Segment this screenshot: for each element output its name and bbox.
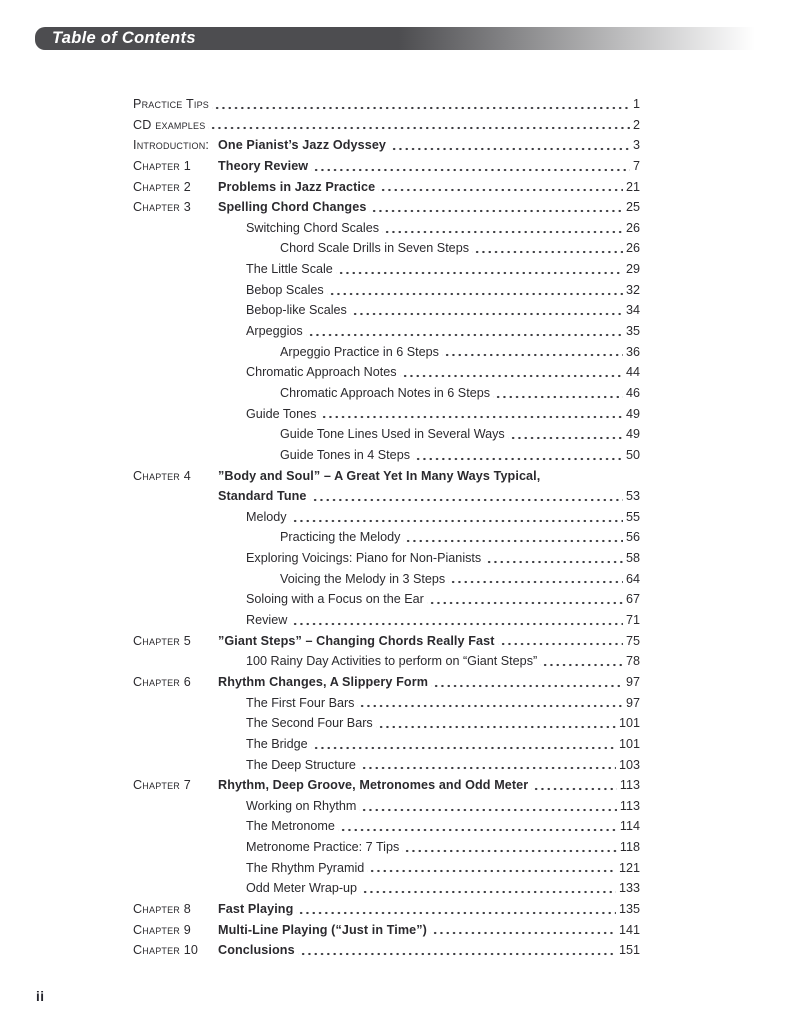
dot-leader	[327, 280, 623, 301]
toc-entry-title: Guide Tones	[246, 406, 317, 421]
toc-entry-page: 7	[632, 158, 640, 173]
toc-entry-page: 121	[618, 860, 640, 875]
toc-entry	[133, 589, 640, 610]
dot-leader	[484, 548, 623, 569]
toc-entry-label: Chapter 4	[133, 468, 191, 483]
toc-entry-label: Chapter 10	[133, 943, 199, 958]
toc-entry-title: Chord Scale Drills in Seven Steps	[280, 241, 469, 256]
toc-entry-label: Chapter 5	[133, 633, 191, 648]
toc-entry	[133, 280, 640, 301]
dot-leader	[359, 796, 617, 817]
dot-leader	[357, 693, 623, 714]
dot-leader	[493, 383, 623, 404]
toc-entry-title: ”Body and Soul” – A Great Yet In Many Ways Typical,	[218, 468, 541, 483]
toc-entry	[133, 362, 640, 383]
dot-leader	[430, 920, 616, 941]
dot-leader	[319, 404, 623, 425]
toc-entry	[133, 466, 640, 487]
dot-leader	[290, 610, 623, 631]
toc-entry	[133, 321, 640, 342]
toc-entry	[133, 693, 640, 714]
toc-entry	[133, 569, 640, 590]
table-of-contents	[133, 94, 640, 961]
toc-entry-page: 71	[625, 613, 640, 628]
dot-leader	[369, 197, 623, 218]
toc-entry-title: Voicing the Melody in 3 Steps	[280, 571, 446, 586]
toc-entry	[133, 837, 640, 858]
toc-entry-title: 100 Rainy Day Activities to perform on “Giant Steps”	[246, 654, 538, 669]
toc-entry-title: Soloing with a Focus on the Ear	[246, 592, 424, 607]
toc-entry	[133, 527, 640, 548]
dot-leader	[212, 94, 630, 115]
dot-leader	[367, 858, 616, 879]
toc-entry	[133, 899, 640, 920]
toc-entry	[133, 651, 640, 672]
toc-entry-title: Guide Tones in 4 Steps	[280, 447, 410, 462]
toc-entry-page: 49	[625, 406, 640, 421]
toc-entry-page: 29	[625, 262, 640, 277]
toc-entry-page: 2	[632, 117, 640, 132]
toc-entry	[133, 342, 640, 363]
dot-leader	[378, 177, 623, 198]
toc-entry-page: 135	[618, 901, 640, 916]
dot-leader	[389, 135, 630, 156]
toc-entry-title: Rhythm, Deep Groove, Metronomes and Odd Meter	[218, 778, 529, 793]
dot-leader	[298, 940, 616, 961]
toc-entry-title: Guide Tone Lines Used in Several Ways	[280, 427, 505, 442]
toc-entry-label: Chapter 2	[133, 179, 191, 194]
toc-entry	[133, 486, 640, 507]
toc-entry-title: Standard Tune	[218, 489, 307, 504]
dot-leader	[540, 651, 623, 672]
toc-entry	[133, 135, 640, 156]
toc-entry-page: 75	[625, 633, 640, 648]
dot-leader	[472, 238, 623, 259]
toc-entry-label: Chapter 3	[133, 200, 191, 215]
dot-leader	[350, 300, 623, 321]
toc-entry-page: 56	[625, 530, 640, 545]
toc-entry-title: Arpeggios	[246, 324, 303, 339]
toc-entry	[133, 238, 640, 259]
toc-entry	[133, 796, 640, 817]
toc-entry	[133, 631, 640, 652]
toc-entry-page: 49	[625, 427, 640, 442]
dot-leader	[531, 775, 617, 796]
dot-leader	[360, 878, 616, 899]
toc-entry-title: Review	[246, 613, 288, 628]
toc-entry-page: 97	[625, 674, 640, 689]
dot-leader	[359, 755, 616, 776]
toc-entry-page: 53	[625, 489, 640, 504]
toc-entry-title: ”Giant Steps” – Changing Chords Really Fast	[218, 633, 495, 648]
toc-entry	[133, 672, 640, 693]
toc-entry	[133, 816, 640, 837]
toc-entry	[133, 548, 640, 569]
toc-entry-page: 44	[625, 365, 640, 380]
toc-entry-title: Theory Review	[218, 158, 309, 173]
dot-leader	[402, 837, 617, 858]
toc-entry	[133, 156, 640, 177]
toc-entry-label: Chapter 6	[133, 674, 191, 689]
toc-entry-title: Switching Chord Scales	[246, 220, 379, 235]
toc-entry-title: Odd Meter Wrap-up	[246, 881, 358, 896]
dot-leader	[306, 321, 623, 342]
toc-entry	[133, 734, 640, 755]
toc-entry-page: 46	[625, 385, 640, 400]
toc-entry	[133, 858, 640, 879]
toc-entry-title: Problems in Jazz Practice	[218, 179, 376, 194]
dot-leader	[376, 713, 616, 734]
toc-entry	[133, 404, 640, 425]
page-title: Table of Contents	[52, 29, 196, 47]
toc-entry	[133, 383, 640, 404]
toc-entry-label: Chapter 1	[133, 158, 191, 173]
toc-entry-title: Bebop-like Scales	[246, 303, 347, 318]
toc-entry	[133, 197, 640, 218]
toc-entry-page: 32	[625, 282, 640, 297]
toc-entry-page: 101	[618, 716, 640, 731]
toc-entry-label: Chapter 9	[133, 922, 191, 937]
toc-entry-page: 64	[625, 571, 640, 586]
toc-entry-page: 26	[625, 220, 640, 235]
dot-leader	[427, 589, 623, 610]
toc-entry-page: 34	[625, 303, 640, 318]
dot-leader	[311, 156, 630, 177]
toc-entry	[133, 507, 640, 528]
toc-entry-page: 151	[618, 943, 640, 958]
toc-entry-title: Metronome Practice: 7 Tips	[246, 840, 400, 855]
toc-entry-page: 97	[625, 695, 640, 710]
toc-entry-title: Exploring Voicings: Piano for Non-Pianists	[246, 551, 482, 566]
toc-entry-title: Arpeggio Practice in 6 Steps	[280, 344, 439, 359]
toc-entry	[133, 115, 640, 136]
toc-entry	[133, 920, 640, 941]
toc-entry	[133, 755, 640, 776]
dot-leader	[413, 445, 623, 466]
toc-entry-title: Bebop Scales	[246, 282, 324, 297]
toc-entry-page: 50	[625, 447, 640, 462]
toc-entry-label: Introduction:	[133, 138, 210, 153]
toc-entry	[133, 300, 640, 321]
toc-entry-title: Spelling Chord Changes	[218, 200, 367, 215]
toc-entry	[133, 610, 640, 631]
toc-entry-title: The Metronome	[246, 819, 335, 834]
toc-entry-label: Practice Tips	[133, 97, 209, 111]
toc-entry-title: The First Four Bars	[246, 695, 355, 710]
toc-entry-page: 55	[625, 509, 640, 524]
dot-leader	[403, 527, 623, 548]
dot-leader	[338, 816, 617, 837]
toc-entry-page: 21	[625, 179, 640, 194]
toc-entry-title: The Rhythm Pyramid	[246, 860, 365, 875]
dot-leader	[382, 218, 623, 239]
toc-entry-page: 103	[618, 757, 640, 772]
toc-entry-title: The Bridge	[246, 736, 308, 751]
toc-entry-page: 113	[619, 798, 640, 813]
toc-entry-title: Working on Rhythm	[246, 798, 357, 813]
dot-leader	[498, 631, 623, 652]
toc-entry-title: Rhythm Changes, A Slippery Form	[218, 674, 428, 689]
page-number-footer: ii	[36, 989, 45, 1004]
toc-entry-title: The Second Four Bars	[246, 716, 373, 731]
toc-entry-label: Chapter 8	[133, 901, 191, 916]
toc-entry	[133, 424, 640, 445]
dot-leader	[400, 362, 623, 383]
dot-leader	[310, 486, 623, 507]
toc-entry-title: The Deep Structure	[246, 757, 356, 772]
toc-entry	[133, 775, 640, 796]
toc-entry-page: 35	[625, 324, 640, 339]
toc-entry-page: 3	[632, 138, 640, 153]
toc-entry-title: One Pianist’s Jazz Odyssey	[218, 138, 387, 153]
dot-leader	[508, 424, 623, 445]
dot-leader	[208, 115, 630, 136]
toc-entry-page: 67	[625, 592, 640, 607]
toc-entry-page: 113	[619, 778, 640, 793]
toc-entry	[133, 713, 640, 734]
toc-entry-page: 118	[619, 840, 640, 855]
toc-entry-title: Chromatic Approach Notes	[246, 365, 397, 380]
dot-leader	[290, 507, 623, 528]
toc-entry	[133, 259, 640, 280]
toc-entry	[133, 177, 640, 198]
toc-entry	[133, 94, 640, 115]
toc-entry-title: The Little Scale	[246, 262, 333, 277]
toc-entry-label: Chapter 7	[133, 778, 191, 793]
toc-entry-title: Conclusions	[218, 943, 295, 958]
toc-entry-title: Chromatic Approach Notes in 6 Steps	[280, 385, 491, 400]
toc-entry-title: Multi-Line Playing (“Just in Time”)	[218, 922, 427, 937]
toc-entry-page: 114	[619, 819, 640, 834]
toc-entry-page: 26	[625, 241, 640, 256]
header-bar	[35, 27, 762, 50]
toc-entry-title: Fast Playing	[218, 901, 294, 916]
dot-leader	[431, 672, 623, 693]
toc-entry-page: 1	[632, 97, 640, 111]
toc-entry	[133, 878, 640, 899]
dot-leader	[442, 342, 623, 363]
toc-entry-page: 25	[625, 200, 640, 215]
toc-entry-page: 133	[618, 881, 640, 896]
toc-entry-page: 58	[625, 551, 640, 566]
toc-entry-page: 101	[618, 736, 640, 751]
toc-entry-page: 78	[625, 654, 640, 669]
dot-leader	[311, 734, 616, 755]
dot-leader	[296, 899, 616, 920]
toc-entry-page: 141	[618, 922, 640, 937]
toc-entry-label: CD examples	[133, 117, 206, 132]
toc-entry	[133, 940, 640, 961]
toc-entry	[133, 445, 640, 466]
toc-entry-title: Practicing the Melody	[280, 530, 401, 545]
dot-leader	[336, 259, 623, 280]
toc-entry	[133, 218, 640, 239]
toc-entry-page: 36	[625, 344, 640, 359]
dot-leader	[448, 569, 623, 590]
toc-entry-title: Melody	[246, 509, 287, 524]
